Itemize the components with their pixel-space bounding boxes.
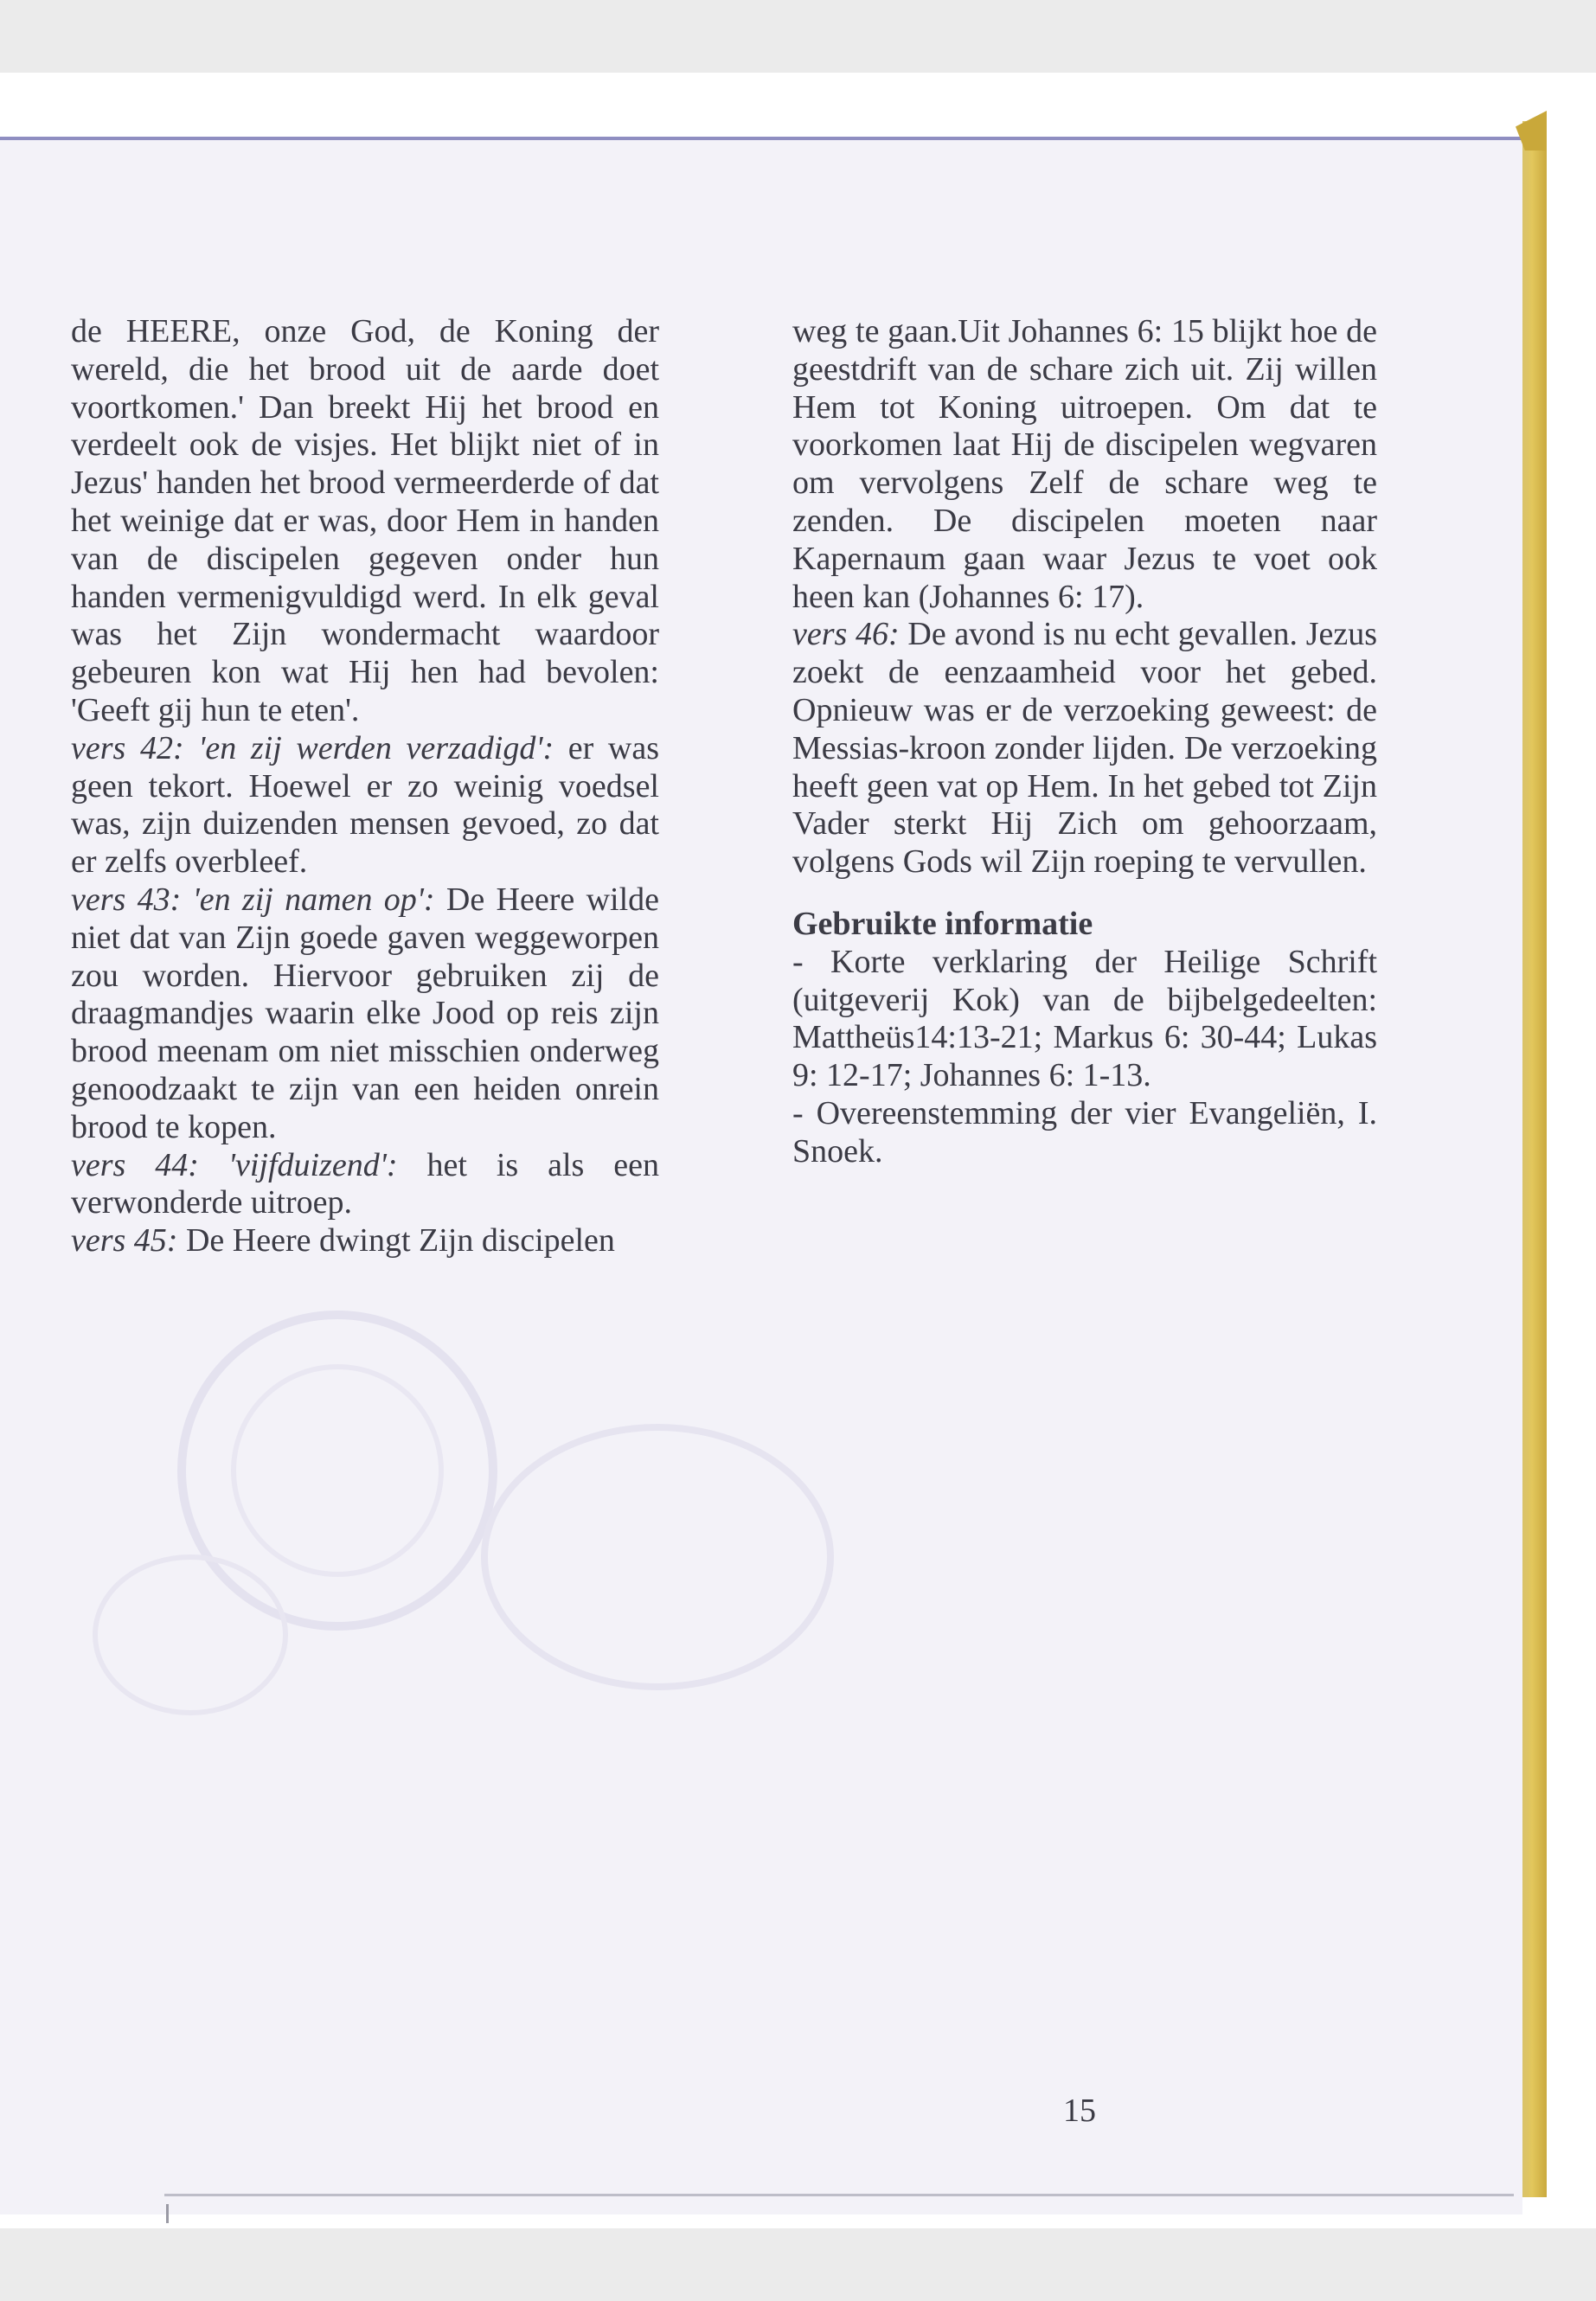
sources-heading: Gebruikte informatie — [792, 905, 1093, 942]
left-text-column — [71, 313, 659, 1260]
page-bottom-rule — [164, 2194, 1514, 2196]
paragraph-verse-43 — [71, 881, 659, 1147]
verse-44-text: het is als een verwonderde uitroep. — [71, 1146, 660, 1221]
page-bottom-tick — [166, 2204, 169, 2223]
source-item-2: - Overeenstemming der vier Evangeliën, I. Snoek. — [792, 1094, 1377, 1170]
source-item-1: - Korte verklaring der Heilige Schrift (uitgeverij Kok) van de bijbelgedeelten: Mattheüs14:13-21; Markus 6: 30-44; Lukas 9: 12-17; Johannes 6: 1-13. — [792, 943, 1377, 1094]
verse-45-text: De Heere dwingt Zijn discipelen — [177, 1222, 615, 1259]
verse-42-text: er was geen tekort. Hoewel er zo weinig voedsel was, zijn duizenden mensen gevoed, zo dat er zelfs overbleef. — [71, 729, 660, 881]
paragraph-verse-45 — [71, 1222, 659, 1260]
ghost-illustration — [52, 1272, 1090, 1877]
right-text-column — [792, 313, 1377, 1171]
verse-43-reference: vers 43: 'en zij namen op': — [71, 881, 435, 918]
verse-44-reference: vers 44: 'vijfduizend': — [71, 1146, 398, 1183]
verse-45-reference: vers 45: — [71, 1222, 178, 1259]
paragraph-intro: de HEERE, onze God, de Koning der wereld, die het brood uit de aarde doet voortkomen.' Dan breekt Hij het brood en verdeelt ook de visjes. Het blijkt niet of in Jezus' handen het brood vermeerderde of dat het weinige dat er was, door Hem in handen van de discipelen gegeven onder hun handen vermenigvuldigd werd. In elk geval was het Zijn wondermacht waardoor gebeuren kon wat Hij hen had bevolen: 'Geeft gij hun te eten'. — [71, 313, 659, 728]
paragraph-verse-46 — [792, 616, 1377, 881]
page-number: 15 — [1063, 2093, 1096, 2129]
verse-46-reference: vers 46: — [792, 616, 900, 653]
verse-43-text: De Heere wilde niet dat van Zijn goede gaven weggeworpen zou worden. Hiervoor gebruiken zij de draagmandjes waarin elke Jood op reis zijn brood meenam om niet misschien onderweg genoodzaakt te zijn van een heiden onrein brood te kopen. — [71, 881, 659, 1145]
scan-bottom-margin — [0, 2228, 1596, 2301]
verse-46-text: De avond is nu echt gevallen. Jezus zoekt de eenzaamheid voor het gebed. Opnieuw was er de verzoeking geweest: de Messias-kroon zonder lijden. De verzoeking heeft geen vat op Hem. In het gebed tot Zijn Vader sterkt Hij Zich om gehoorzaam, volgens Gods wil Zijn roeping te vervullen. — [792, 616, 1377, 881]
paragraph-verse-42 — [71, 730, 659, 881]
scan-top-margin — [0, 0, 1596, 73]
paragraph-continuation: weg te gaan.Uit Johannes 6: 15 blijkt hoe de geestdrift van de schare zich uit. Zij willen Hem tot Koning uitroepen. Om dat te voorkomen laat Hij de discipelen wegvaren om vervolgens Zelf de schare weg te zenden. De discipelen moeten naar Kapernaum gaan waar Jezus te voet ook heen kan (Johannes 6: 17). — [792, 313, 1377, 615]
paragraph-verse-44 — [71, 1147, 659, 1223]
page-edge-yellow — [1522, 121, 1547, 2197]
verse-42-reference: vers 42: 'en zij werden verzadigd': — [71, 729, 554, 766]
